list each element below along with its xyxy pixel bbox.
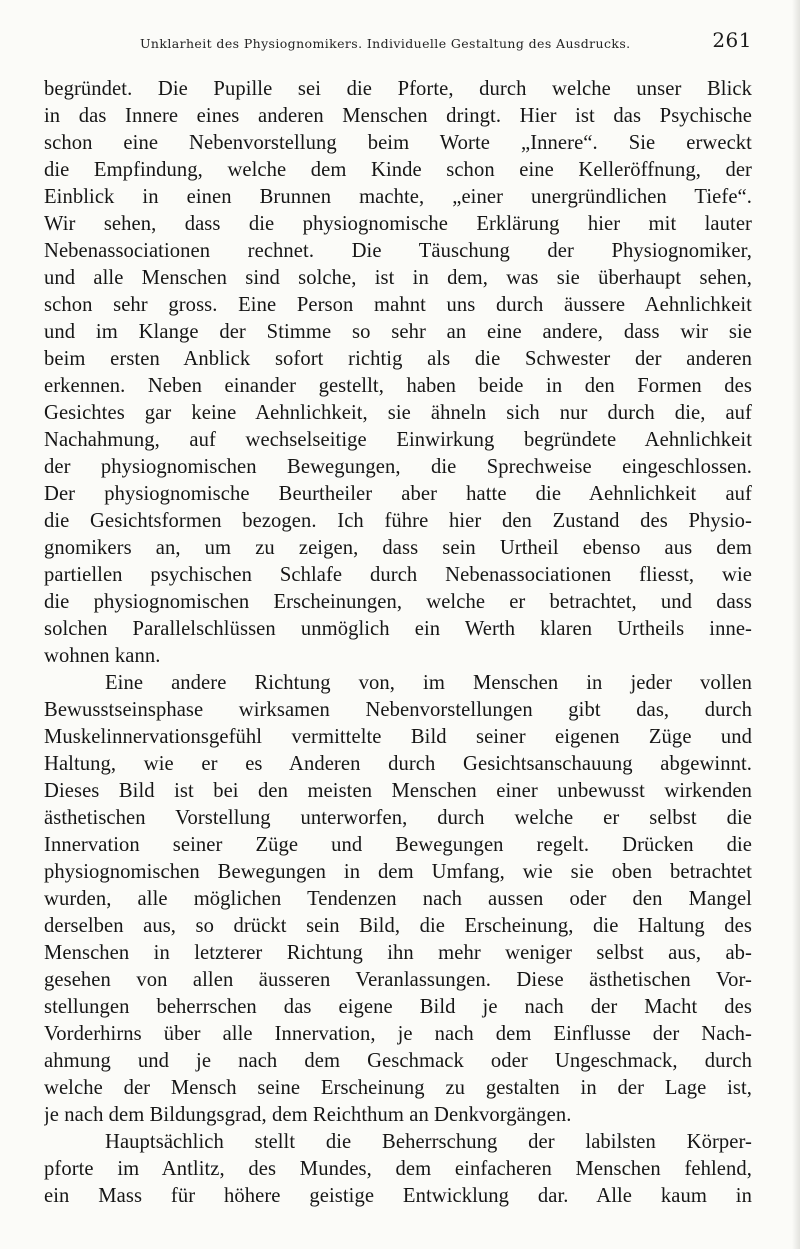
paragraph-end-line: je nach dem Bildungsgrad, dem Reichthum an Denkvorgängen. <box>44 1104 572 1126</box>
text-line: und alle Menschen sind solche, ist in dem, was sie überhaupt sehen, <box>44 267 752 289</box>
text-line: welche der Mensch seine Erscheinung zu gestalten in der Lage ist, <box>44 1077 752 1099</box>
running-head <box>44 28 752 62</box>
text-line: ein Mass für höhere geistige Entwicklung dar. Alle kaum in <box>44 1185 752 1207</box>
text-line: Einblick in einen Brunnen machte, „einer unergründlichen Tiefe“. <box>44 186 752 208</box>
text-line: solchen Parallelschlüssen unmöglich ein Werth klaren Urtheils inne- <box>44 618 752 640</box>
text-line: wurden, alle möglichen Tendenzen nach aussen oder den Mangel <box>44 888 752 910</box>
text-line: die Empfindung, welche dem Kinde schon eine Kelleröffnung, der <box>44 159 752 181</box>
body-text <box>44 76 752 1210</box>
text-line: schon eine Nebenvorstellung beim Worte „Innere“. Sie erweckt <box>44 132 752 154</box>
text-line: Nebenassociationen rechnet. Die Täuschung der Physiognomiker, <box>44 240 752 262</box>
text-line: gnomikers an, um zu zeigen, dass sein Urtheil ebenso aus dem <box>44 537 752 559</box>
text-line: Haltung, wie er es Anderen durch Gesichtsanschauung abgewinnt. <box>44 753 752 775</box>
text-line: Nachahmung, auf wechselseitige Einwirkung begründete Aehnlichkeit <box>44 429 752 451</box>
text-line: Wir sehen, dass die physiognomische Erklärung hier mit lauter <box>44 213 752 235</box>
text-line: gesehen von allen äusseren Veranlassungen. Diese ästhetischen Vor- <box>44 969 752 991</box>
paragraph-start-line: Eine andere Richtung von, im Menschen in jeder vollen <box>105 672 752 694</box>
text-line: physiognomischen Bewegungen in dem Umfang, wie sie oben betrachtet <box>44 861 752 883</box>
text-line: Bewusstseinsphase wirksamen Nebenvorstellungen gibt das, durch <box>44 699 752 721</box>
text-line: derselben aus, so drückt sein Bild, die Erscheinung, die Haltung des <box>44 915 752 937</box>
paragraph-start-line: Hauptsächlich stellt die Beherrschung der labilsten Körper- <box>105 1131 752 1153</box>
text-line: begründet. Die Pupille sei die Pforte, durch welche unser Blick <box>44 78 752 100</box>
text-line: der physiognomischen Bewegungen, die Sprechweise eingeschlossen. <box>44 456 752 478</box>
text-line: ahmung und je nach dem Geschmack oder Ungeschmack, durch <box>44 1050 752 1072</box>
text-line: erkennen. Neben einander gestellt, haben beide in den Formen des <box>44 375 752 397</box>
paragraph-end-line: wohnen kann. <box>44 645 161 667</box>
text-line: die physiognomischen Erscheinungen, welche er betrachtet, und dass <box>44 591 752 613</box>
text-line: die Gesichtsformen bezogen. Ich führe hier den Zustand des Physio- <box>44 510 752 532</box>
text-line: partiellen psychischen Schlafe durch Nebenassociationen fliesst, wie <box>44 564 752 586</box>
text-line: beim ersten Anblick sofort richtig als die Schwester der anderen <box>44 348 752 370</box>
text-line: schon sehr gross. Eine Person mahnt uns durch äussere Aehnlichkeit <box>44 294 752 316</box>
text-line: Innervation seiner Züge und Bewegungen regelt. Drücken die <box>44 834 752 856</box>
text-line: und im Klange der Stimme so sehr an eine andere, dass wir sie <box>44 321 752 343</box>
text-line: Gesichtes gar keine Aehnlichkeit, sie ähneln sich nur durch die, auf <box>44 402 752 424</box>
page-edge-shadow <box>792 0 800 1249</box>
text-line: in das Innere eines anderen Menschen dringt. Hier ist das Psychische <box>44 105 752 127</box>
text-line: Muskelinnervationsgefühl vermittelte Bild seiner eigenen Züge und <box>44 726 752 748</box>
text-line: pforte im Antlitz, des Mundes, dem einfacheren Menschen fehlend, <box>44 1158 752 1180</box>
text-line: stellungen beherrschen das eigene Bild je nach der Macht des <box>44 996 752 1018</box>
text-line: ästhetischen Vorstellung unterworfen, durch welche er selbst die <box>44 807 752 829</box>
running-title: Unklarheit des Physiognomikers. Individuelle Gestaltung des Ausdrucks. <box>140 36 631 51</box>
text-line: Menschen in letzterer Richtung ihn mehr weniger selbst aus, ab- <box>44 942 752 964</box>
text-line: Der physiognomische Beurtheiler aber hatte die Aehnlichkeit auf <box>44 483 752 505</box>
text-line: Dieses Bild ist bei den meisten Menschen einer unbewusst wirkenden <box>44 780 752 802</box>
text-line: Vorderhirns über alle Innervation, je nach dem Einflusse der Nach- <box>44 1023 752 1045</box>
page-number: 261 <box>712 28 752 52</box>
